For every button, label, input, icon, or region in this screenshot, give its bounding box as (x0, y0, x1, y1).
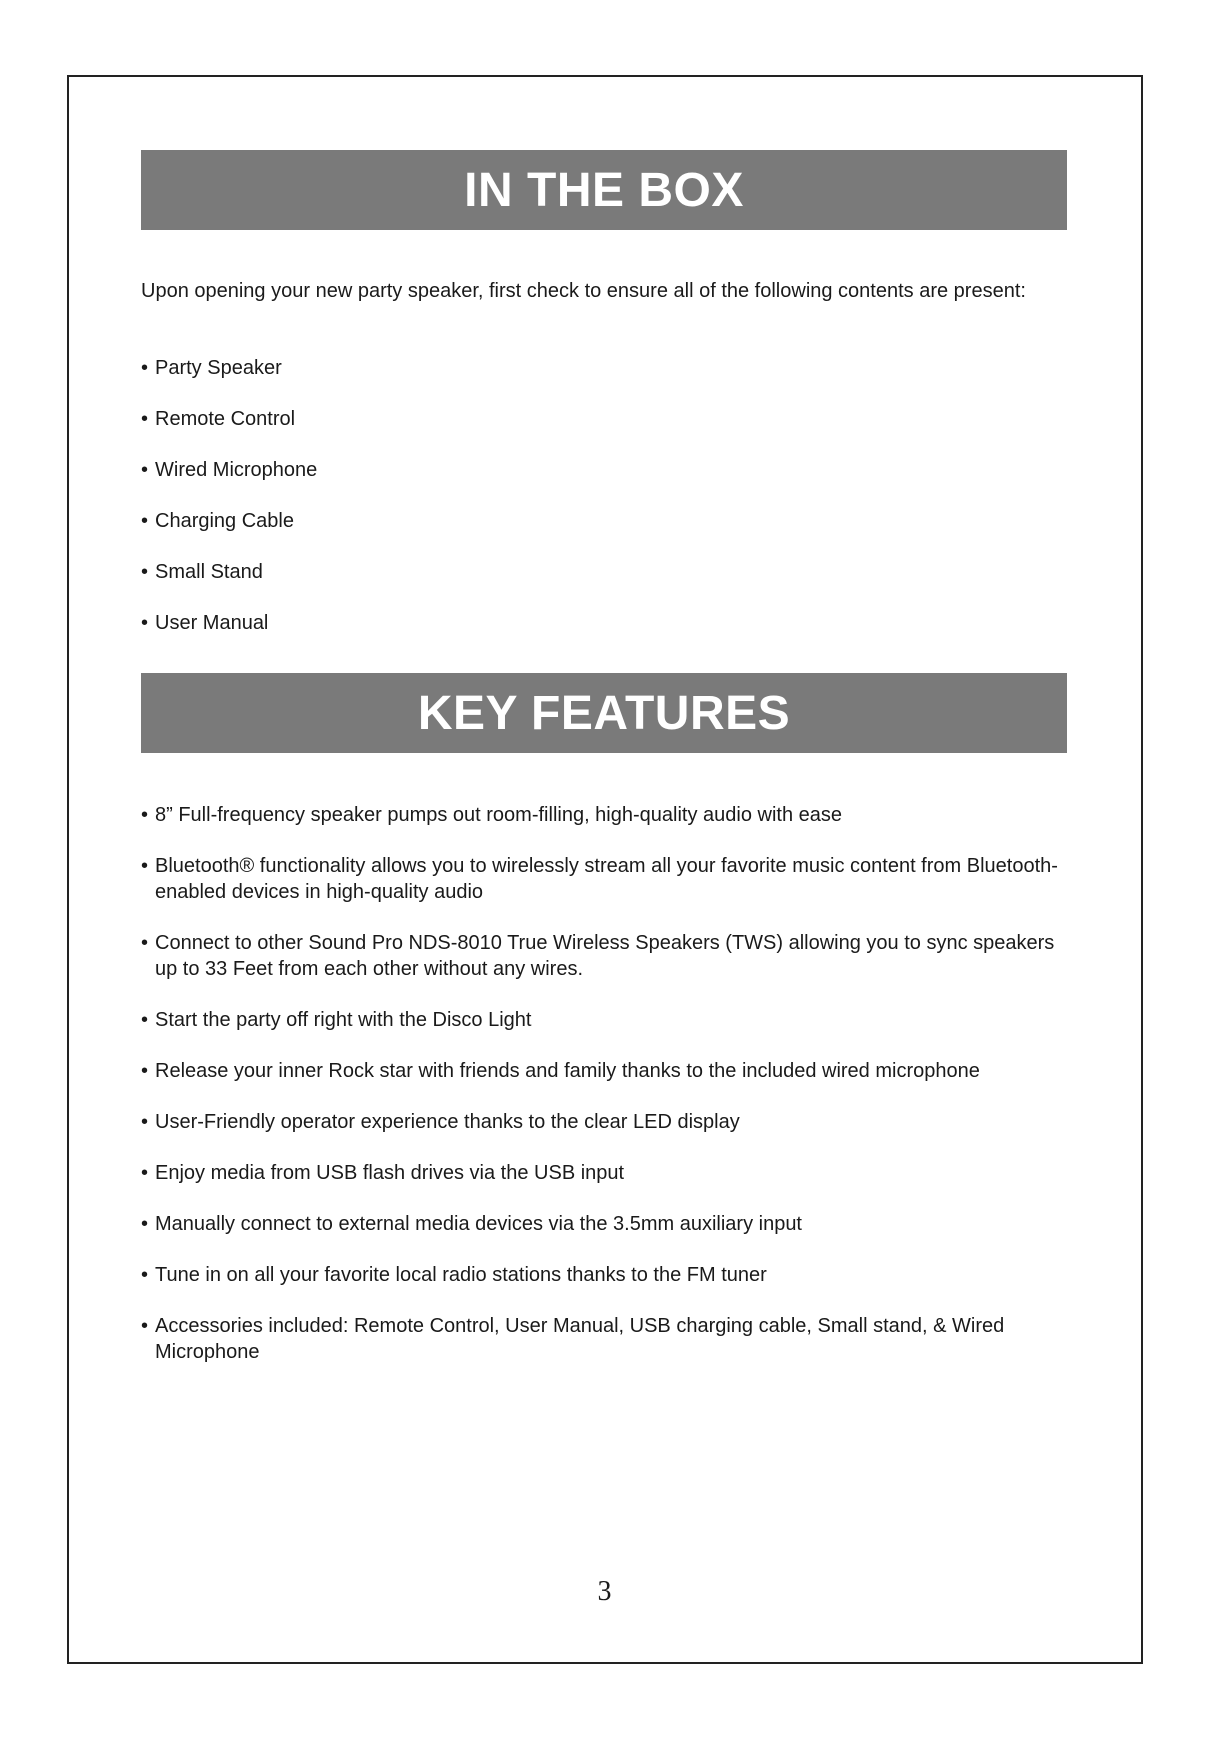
list-item: • 8” Full-frequency speaker pumps out room-filling, high-quality audio with ease (141, 802, 1081, 828)
list-item: • Small Stand (141, 559, 1081, 585)
list-item: • User Manual (141, 610, 1081, 636)
list-item: • Wired Microphone (141, 457, 1081, 483)
list-item: • Start the party off right with the Disco Light (141, 1007, 1081, 1033)
key-features-list (141, 802, 1081, 1390)
list-item: • Party Speaker (141, 355, 1081, 381)
list-item: • Bluetooth® functionality allows you to wirelessly stream all your favorite music content from Bluetooth-enabled devices in high-quality audio (141, 853, 1081, 905)
list-item: • Manually connect to external media devices via the 3.5mm auxiliary input (141, 1211, 1081, 1237)
in-the-box-intro: Upon opening your new party speaker, first check to ensure all of the following contents are present: (141, 280, 1026, 302)
page-number: 3 (597, 1576, 612, 1607)
list-item: • Connect to other Sound Pro NDS-8010 True Wireless Speakers (TWS) allowing you to sync speakers up to 33 Feet from each other without any wires. (141, 930, 1081, 982)
list-item: • Tune in on all your favorite local radio stations thanks to the FM tuner (141, 1262, 1081, 1288)
list-item: • Remote Control (141, 406, 1081, 432)
list-item: • Release your inner Rock star with friends and family thanks to the included wired microphone (141, 1058, 1081, 1084)
list-item: • Enjoy media from USB flash drives via the USB input (141, 1160, 1081, 1186)
in-the-box-heading: IN THE BOX (141, 150, 1067, 230)
key-features-heading: KEY FEATURES (141, 673, 1067, 753)
list-item: • Accessories included: Remote Control, User Manual, USB charging cable, Small stand, & Wired Microphone (141, 1313, 1081, 1365)
list-item: • Charging Cable (141, 508, 1081, 534)
in-the-box-list (141, 355, 1081, 661)
list-item: • User-Friendly operator experience thanks to the clear LED display (141, 1109, 1081, 1135)
